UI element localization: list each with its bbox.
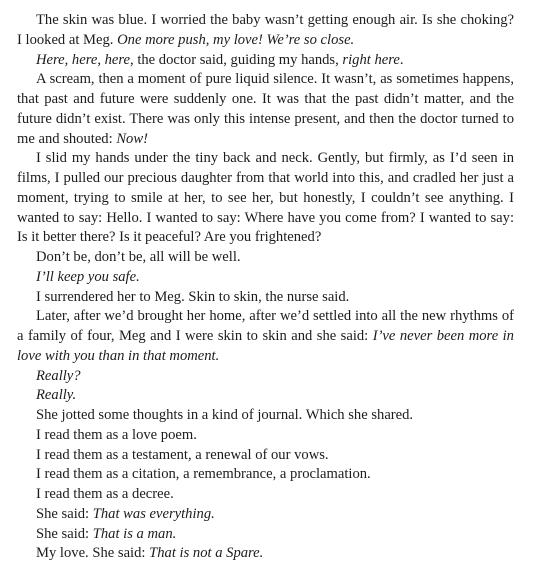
paragraph <box>17 367 514 387</box>
text-segment: She said: <box>36 525 93 542</box>
paragraph <box>17 70 514 149</box>
paragraph <box>17 406 514 426</box>
paragraph <box>17 11 514 51</box>
italic-text: Really? <box>36 367 81 384</box>
paragraph <box>17 465 514 485</box>
italic-text: right here <box>342 51 400 68</box>
paragraph <box>17 525 514 545</box>
text-segment: Later, after we’d brought her home, after we’d settled into all the new rhythms of a family of four, Meg and I were skin to skin and she said: <box>17 308 514 344</box>
text-segment: I slid my hands under the tiny back and neck. Gently, but firmly, as I’d seen in films, I pulled our precious daughter from that world into this, and cradled her just a moment, trying to smile at her, to see her, but honestly, I couldn’t see anything. I wanted to say: Hello. I wanted to say: Where have you come from? I wanted to say: Is it better there? Is it peaceful? Are you frightened? <box>17 150 514 246</box>
text-segment: I read them as a decree. <box>36 486 174 502</box>
italic-text: Now! <box>116 130 148 147</box>
italic-text: One more push, my love! We’re so close. <box>117 31 355 48</box>
paragraph <box>17 51 514 71</box>
text-segment: Don’t be, don’t be, all will be well. <box>36 249 241 265</box>
text-segment: , the doctor said, guiding my hands, <box>130 51 343 68</box>
italic-text: Really. <box>36 387 77 404</box>
paragraph <box>17 485 514 505</box>
italic-text: That is not a Spare. <box>149 545 264 562</box>
text-segment: I read them as a love poem. <box>36 426 197 443</box>
text-body <box>17 11 514 564</box>
text-segment: I read them as a citation, a remembrance, a proclamation. <box>36 466 371 483</box>
italic-text: Here, here, here <box>36 51 131 68</box>
italic-text: That is a man. <box>92 525 177 542</box>
paragraph <box>17 268 514 288</box>
paragraph <box>17 248 514 268</box>
text-segment: The skin was blue. I worried the baby wasn’t getting enough air. Is she choking? I looked at Meg. <box>17 12 514 48</box>
text-segment: I surrendered her to Meg. Skin to skin, the nurse said. <box>36 288 350 305</box>
text-segment: . <box>399 51 404 68</box>
paragraph <box>17 446 514 466</box>
text-segment: She said: <box>36 505 93 522</box>
paragraph <box>17 505 514 525</box>
paragraph <box>17 426 514 446</box>
paragraph <box>17 307 514 366</box>
italic-text: I’ll keep you safe. <box>36 268 140 285</box>
paragraph <box>17 544 514 564</box>
text-segment: She jotted some thoughts in a kind of journal. Which she shared. <box>36 407 414 423</box>
text-segment: A scream, then a moment of pure liquid silence. It wasn’t, as sometimes happens, that past and future were suddenly one. It was that the past didn’t matter, and the future didn’t exist. There was only this intense present, and then the doctor turned to me and shouted: <box>17 71 514 147</box>
italic-text: That was everything. <box>92 505 215 522</box>
paragraph <box>17 288 514 308</box>
paragraph <box>17 149 514 248</box>
italic-text: I’ve never been more in love with you than in that moment. <box>17 328 514 364</box>
text-segment: My love. She said: <box>36 545 150 562</box>
paragraph <box>17 386 514 406</box>
text-segment: I read them as a testament, a renewal of our vows. <box>36 446 329 463</box>
